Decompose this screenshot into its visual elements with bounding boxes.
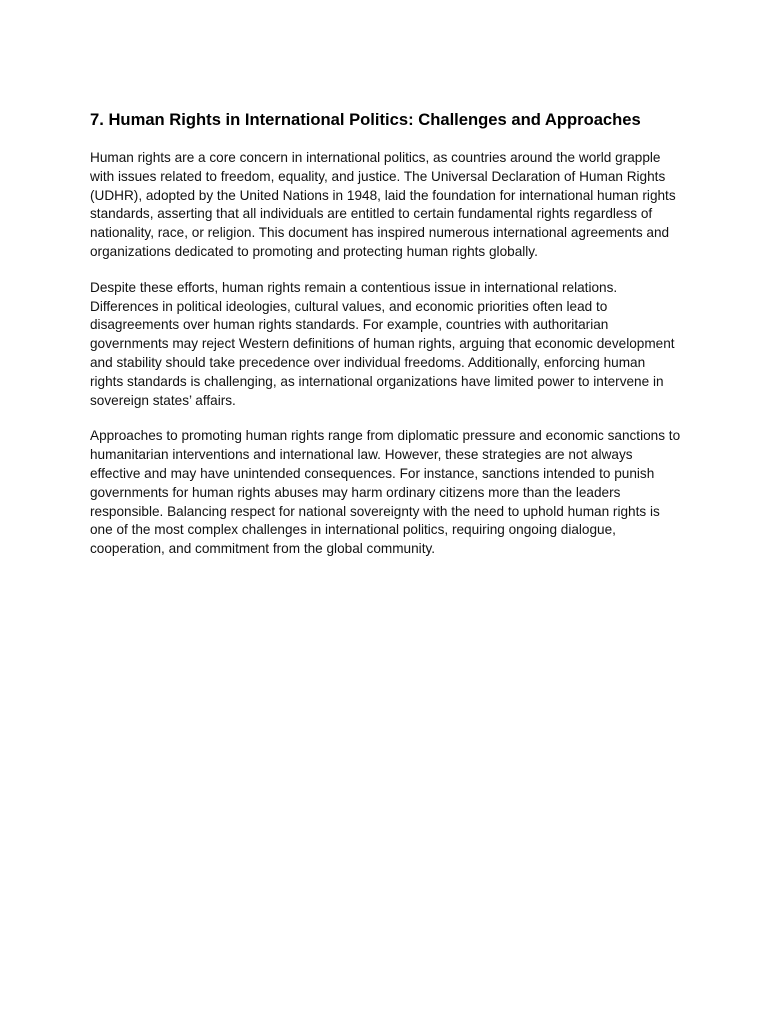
paragraph-1: Human rights are a core concern in international politics, as countries around the world grapple with issues related to freedom, equality, and justice. The Universal Declaration of Human Rights (UDHR), adopted by the United Nations in 1948, laid the foundation for international human rights standards, asserting that all individuals are entitled to certain fundamental rights regardless of nationality, race, or religion. This document has inspired numerous international agreements and organizations dedicated to promoting and protecting human rights globally.: [90, 150, 676, 259]
paragraph-3: Approaches to promoting human rights range from diplomatic pressure and economic sanctions to humanitarian interventions and international law. However, these strategies are not always effective and may have unintended consequences. For instance, sanctions intended to punish governments for human rights abuses may harm ordinary citizens more than the leaders responsible. Balancing respect for national sovereignty with the need to uphold human rights is one of the most complex challenges in international politics, requiring ongoing dialogue, cooperation, and commitment from the global community.: [90, 428, 681, 557]
section-title: 7. Human Rights in International Politics: Challenges and Approaches: [90, 110, 641, 129]
paragraph-2: Despite these efforts, human rights remain a contentious issue in international relations. Differences in political ideologies, cultural values, and economic priorities often lead to disagreements over human rights standards. For example, countries with authoritarian governments may reject Western definitions of human rights, arguing that economic development and stability should take precedence over individual freedoms. Additionally, enforcing human rights standards is challenging, as international organizations have limited power to intervene in sovereign states’ affairs.: [90, 279, 675, 408]
document-page: [90, 108, 682, 576]
